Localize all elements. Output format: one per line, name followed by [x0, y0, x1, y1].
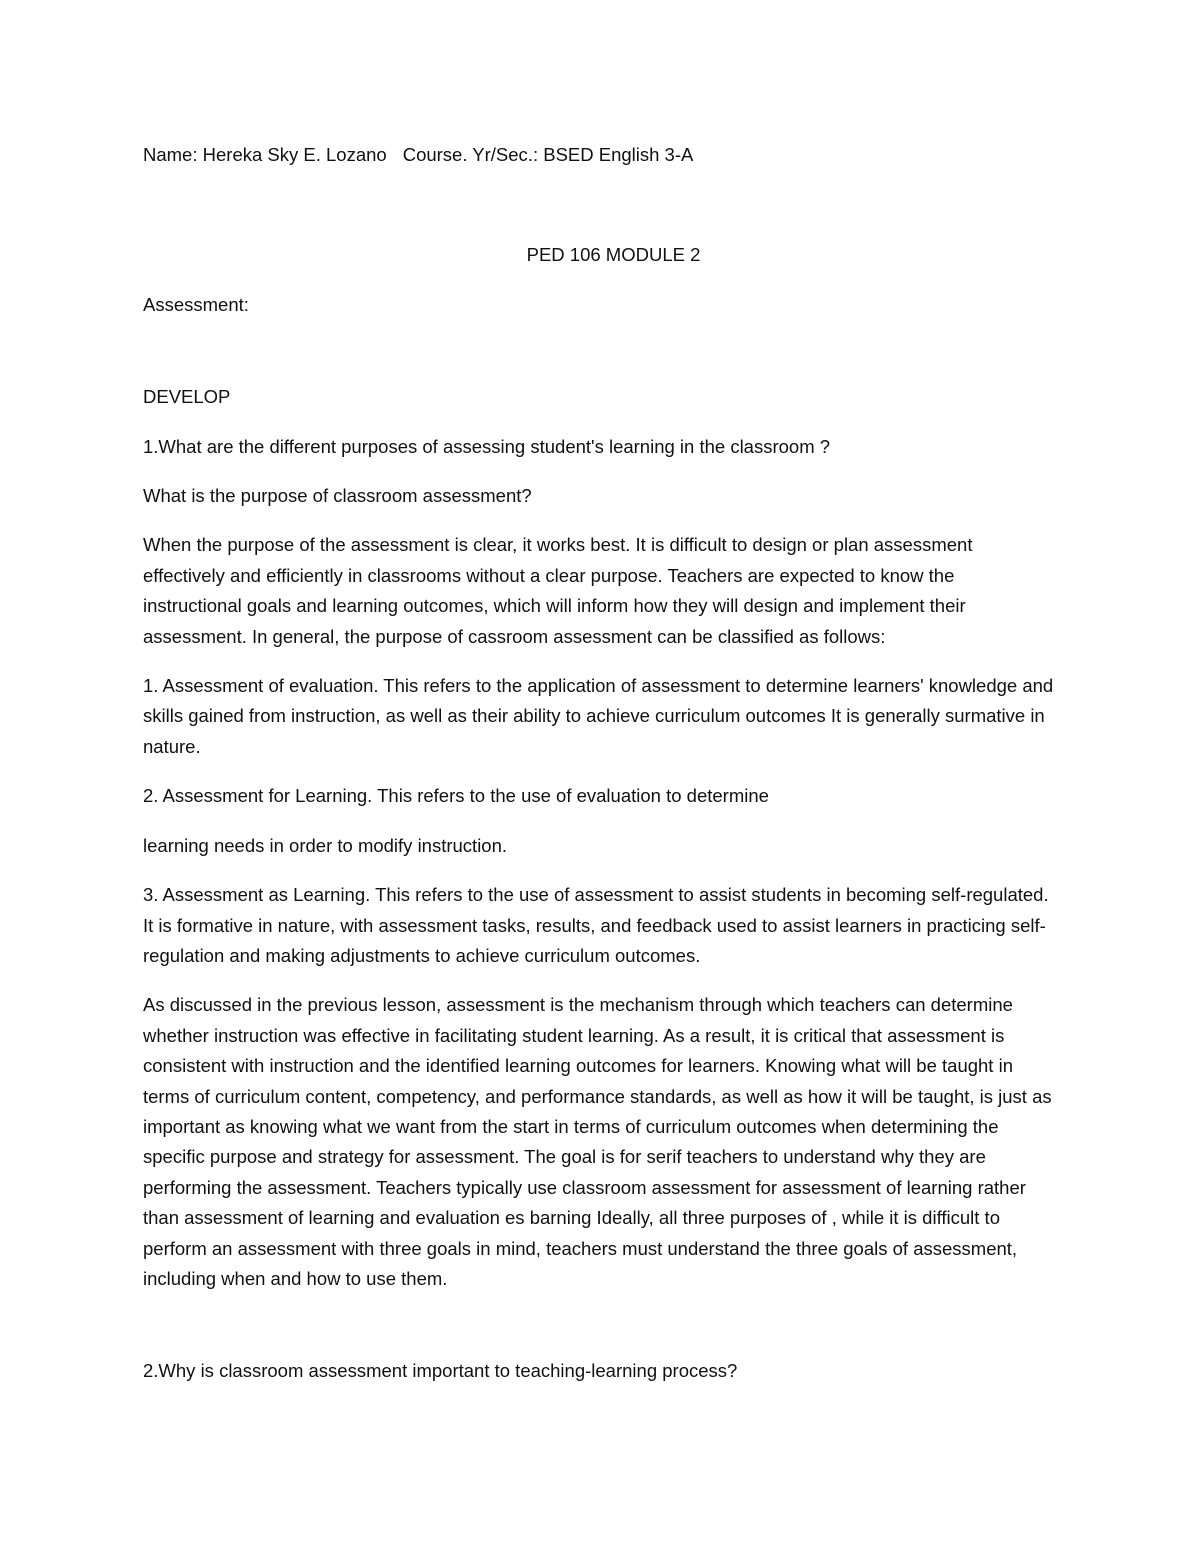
list-item-3: 3. Assessment as Learning. This refers to the use of assessment to assist students in becoming self-regulated. It is formative in nature, with assessment tasks, results, and feedback used to assist learners in practicing self-regulation and making adjustments to achieve curriculum outcomes. — [143, 884, 1049, 966]
course-section: Course. Yr/Sec.: BSED English 3-A — [402, 144, 694, 165]
list-item-1: 1. Assessment of evaluation. This refers to the application of assessment to determine learners' knowledge and skills gained from instruction, as well as their ability to achieve curriculum outcomes It is generally surmative in nature. — [143, 675, 1054, 757]
assessment-label: Assessment: — [143, 293, 249, 315]
question-2: 2.Why is classroom assessment important to teaching-learning process? — [143, 1360, 738, 1382]
list-item-2-line-1: 2. Assessment for Learning. This refers to the use of evaluation to determine — [143, 785, 769, 807]
list-item-2-line-2: learning needs in order to modify instruction. — [143, 834, 508, 856]
document-body — [143, 140, 1058, 1406]
discussion-paragraph: As discussed in the previous lesson, assessment is the mechanism through which teachers can determine whether instruction was effective in facilitating student learning. As a result, it is critical that assessment is consistent with instruction and the identified learning outcomes for learners. Knowing what will be taught in terms of curriculum content, competency, and performance standards, as well as how it will be taught, is just as important as knowing what we want from the start in terms of curriculum outcomes when determining the specific purpose and strategy for assessment. The goal is for serif teachers to understand why they are performing the assessment. Teachers typically use classroom assessment for assessment of learning rather than assessment of learning and evaluation es barning Ideally, all three purposes of , while it is difficult to perform an assessment with three goals in mind, teachers must understand the three goals of assessment, including when and how to use them. — [143, 994, 1052, 1289]
sub-question: What is the purpose of classroom assessment? — [143, 485, 532, 507]
module-title: PED 106 MODULE 2 — [526, 244, 701, 266]
section-heading-develop: DEVELOP — [143, 386, 231, 408]
question-1: 1.What are the different purposes of assessing student's learning in the classroom ? — [143, 435, 831, 457]
intro-paragraph: When the purpose of the assessment is clear, it works best. It is difficult to design or plan assessment effectively and efficiently in classrooms without a clear purpose. Teachers are expected to know the instructional goals and learning outcomes, which will inform how they will design and implement their assessment. In general, the purpose of cassroom assessment can be classified as follows: — [143, 534, 973, 647]
student-name: Name: Hereka Sky E. Lozano — [143, 144, 387, 165]
student-header — [143, 140, 1058, 170]
